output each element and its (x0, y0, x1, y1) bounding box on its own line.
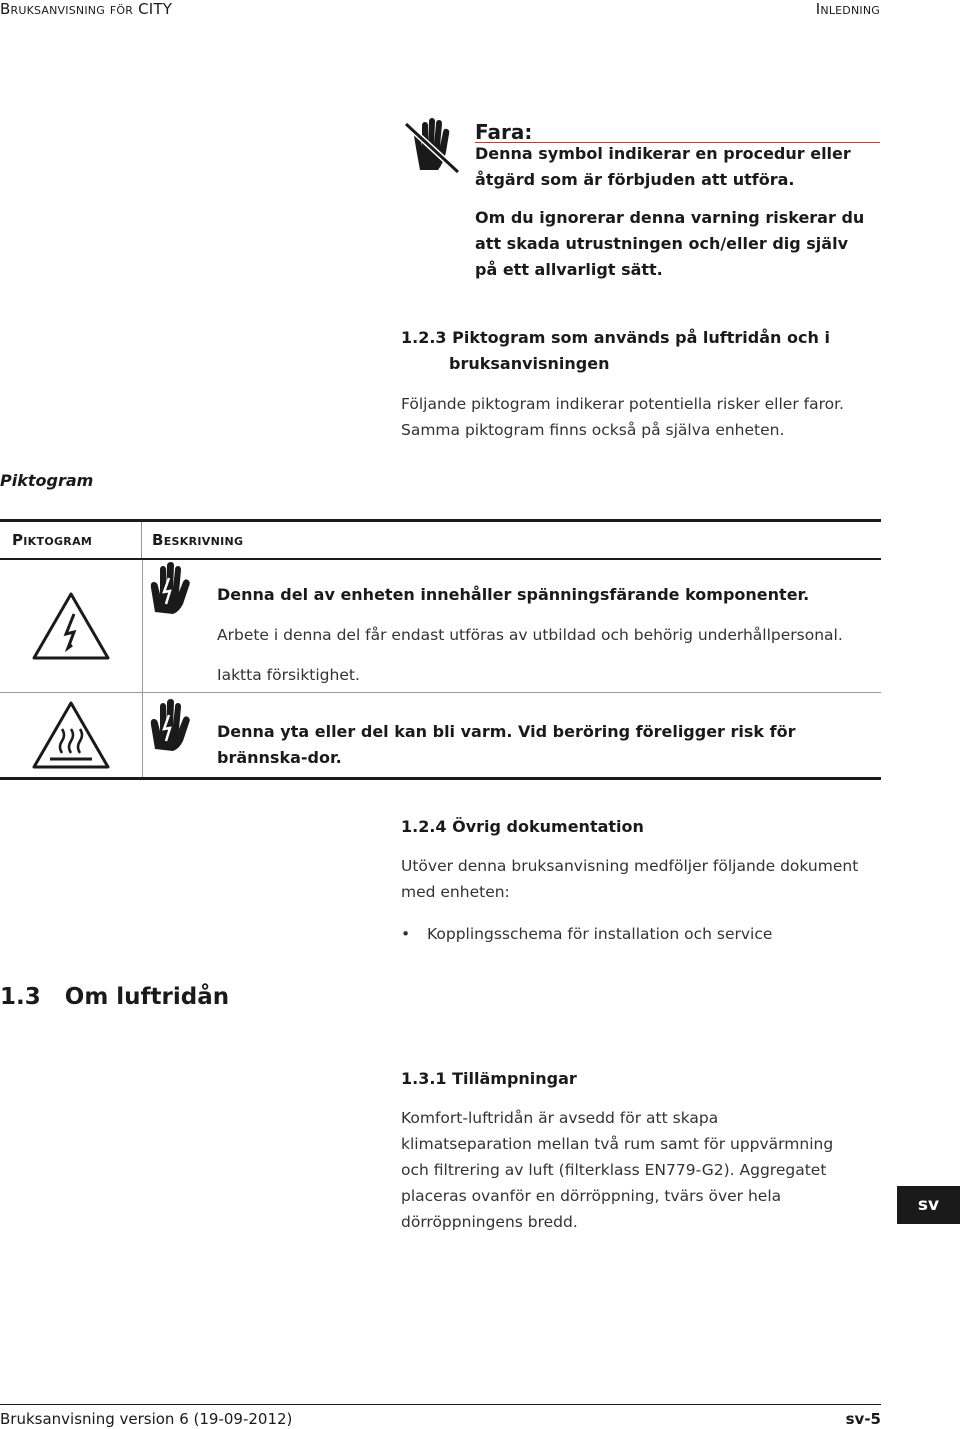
no-hand-icon (402, 118, 462, 176)
page-number: sv-5 (845, 1410, 881, 1428)
section-body-1-3-1: Komfort-luftridån är avsedd för att skapa klimatseparation mellan två rum samt för uppvärmning och filtrering av luft (filterklass EN779-G2). Aggregatet placeras ovanför en dörröppning, tvärs över hela dörröppningens bredd. (401, 1109, 834, 1231)
section-body-1-2-4: Utöver denna bruksanvisning medföljer följande dokument med enheten: (401, 857, 859, 901)
bullet-marker: • (401, 925, 411, 943)
table-row (0, 693, 881, 780)
hand-warning-icon (147, 562, 193, 614)
danger-title: Fara: (475, 120, 533, 144)
footer-rule (0, 1404, 881, 1405)
danger-consequence: Om du ignorerar denna varning riskerar du att skada utrustningen och/eller dig själv på ett allvarligt sätt. (475, 208, 865, 279)
danger-description: Denna symbol indikerar en procedur eller åtgärd som är förbjuden att utföra. (475, 144, 851, 189)
column-header-description: Beskrivning (152, 531, 244, 549)
section-heading-1-2-3: 1.2.3 Piktogram som används på luftridån och i bruksanvisningen (401, 328, 830, 373)
table-row (0, 560, 881, 693)
hot-surface-icon (0, 693, 143, 777)
language-tab: sv (897, 1186, 960, 1224)
section-heading-1-3-1: 1.3.1 Tillämpningar (401, 1069, 577, 1088)
section-heading-1-2-4: 1.2.4 Övrig dokumentation (401, 817, 644, 836)
section-body-1-2-3: Följande piktogram indikerar potentiella risker eller faror. Samma piktogram finns också på själva enheten. (401, 395, 844, 439)
pictogram-table (0, 519, 881, 780)
hand-warning-icon (147, 699, 193, 751)
chapter-heading-1-3: 1.3 Om luftridån (0, 984, 230, 1010)
bullet-item (401, 921, 772, 947)
row1-instruction: Arbete i denna del får endast utföras av utbildad och behörig underhållpersonal. (217, 626, 843, 644)
column-header-pictogram: Piktogram (0, 522, 142, 558)
table-caption: Piktogram (0, 471, 94, 490)
footer-version: Bruksanvisning version 6 (19-09-2012) (0, 1410, 293, 1428)
row2-warning: Denna yta eller del kan bli varm. Vid beröring föreligger risk för brännska-dor. (217, 722, 796, 767)
header-chapter: Inledning (815, 0, 880, 18)
bullet-text: Kopplingsschema för installation och service (427, 925, 773, 943)
header-title: Bruksanvisning för CITY (0, 0, 173, 18)
row1-warning: Denna del av enheten innehåller spänningsfärande komponenter. (217, 585, 810, 604)
electric-hazard-icon (0, 560, 143, 692)
row1-caution: Iaktta försiktighet. (217, 666, 360, 684)
